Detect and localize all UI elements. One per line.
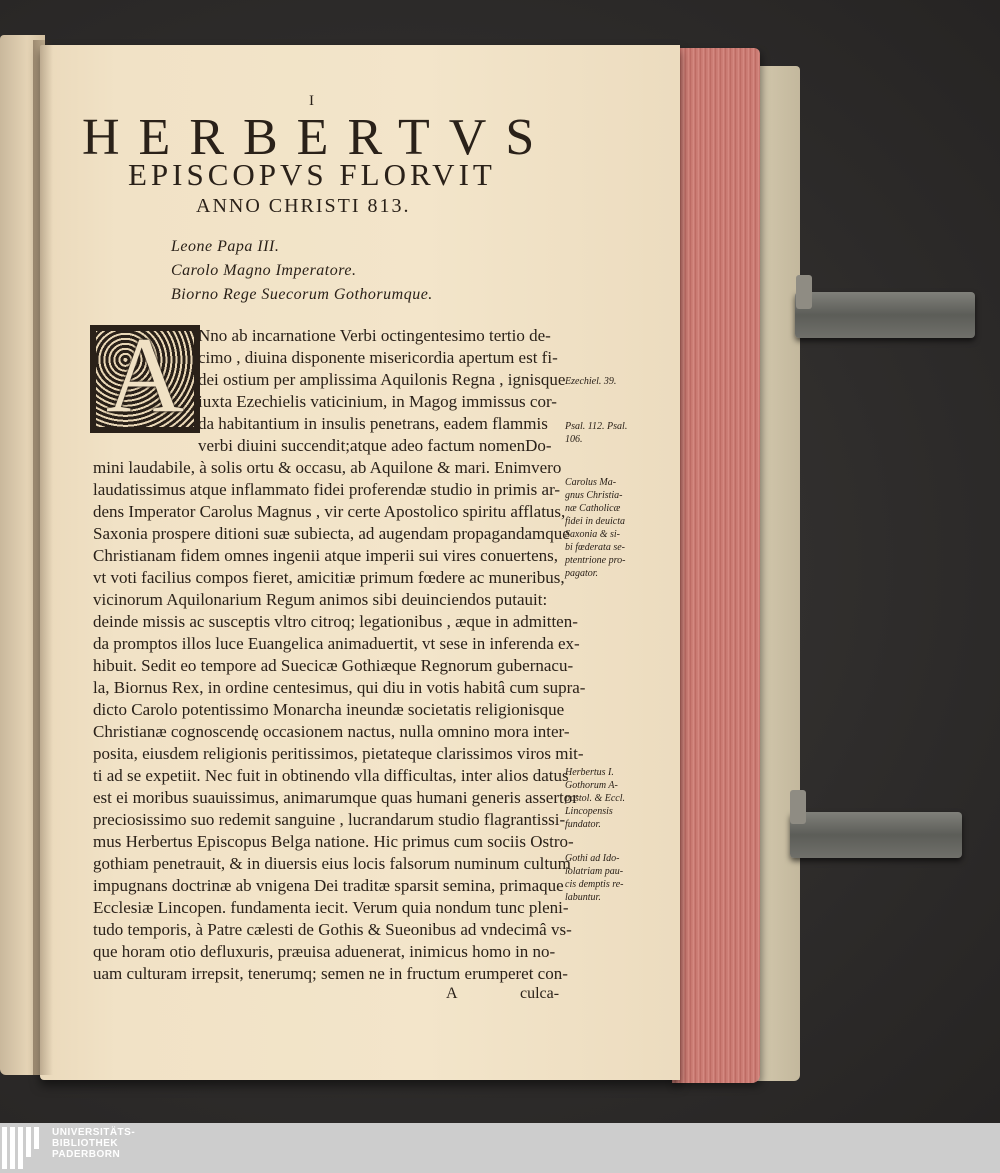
body-line: tudo temporis, à Patre cælesti de Gothis & Sueonibus ad vndecimâ vs-: [93, 920, 572, 939]
body-line: est ei moribus suauissimus, animarumque quas humani generis assertor: [93, 788, 578, 807]
body-line: que horam otio defluxuris, præuisa aduenerat, inimicus homo in no-: [93, 942, 556, 961]
body-line: vt voti facilius compos fieret, amicitiæ primum fœdere ac muneribus,: [93, 568, 565, 587]
body-line: Christianæ cognoscendę occasionem nactus, nulla omnino mora inter-: [93, 722, 570, 741]
body-line: mus Herbertus Episcopus Belga natione. Hic primus cum sociis Ostro-: [93, 832, 574, 851]
body-line: verbi diuini succendit;atque adeo factum nomenDo-: [198, 436, 552, 455]
body-line: da habitantium in insulis penetrans, eadem flammis: [198, 414, 548, 433]
body-line: mini laudabile, à solis ortu & occasu, ab Aquilone & mari. Enimvero: [93, 458, 562, 477]
margin-note-line: postol. & Eccl.: [565, 793, 625, 804]
body-line: Ecclesiæ Lincopen. fundamenta iecit. Verum quia nondum tunc pleni-: [93, 898, 569, 917]
margin-note-line: 106.: [565, 434, 583, 445]
title-line-3: ANNO CHRISTI 813.: [196, 195, 411, 217]
body-line: ti ad se expetiit. Nec fuit in obtinendo vlla difficultas, inter alios datus: [93, 766, 569, 785]
margin-note-line: Gothorum A-: [565, 780, 618, 791]
initial-letter: A: [106, 316, 184, 435]
margin-note-line: ptentrione pro-: [565, 555, 626, 566]
margin-note-line: bi fœderata se-: [565, 542, 625, 553]
body-line: la, Biornus Rex, in ordine centesimus, qui diu in votis habitâ cum supra-: [93, 678, 586, 697]
margin-note-ezechiel: [565, 375, 616, 388]
margin-note-line: fidei in deuicta: [565, 516, 625, 527]
margin-note-carolus: [565, 476, 625, 580]
body-line: dei ostium per amplissima Aquilonis Regna , ignisque: [198, 370, 566, 389]
body-line: cimo , diuina disponente misericordia apertum est fi-: [198, 348, 558, 367]
margin-note-line: cis demptis re-: [565, 879, 624, 890]
body-line: Nno ab incarnatione Verbi octingentesimo tertio de-: [198, 326, 551, 345]
body-line: Saxonia prospere ditioni suæ subiecta, ad augendam propagandamque: [93, 524, 570, 543]
margin-note-psalms: [565, 420, 627, 446]
title-line-2: EPISCOPVS FLORVIT: [128, 157, 496, 192]
margin-note-line: fundator.: [565, 819, 601, 830]
body-line: dens Imperator Carolus Magnus , vir certe Apostolico spiritu afflatus,: [93, 502, 566, 521]
library-footer: [0, 1123, 1000, 1173]
margin-note-line: Carolus Ma-: [565, 477, 617, 488]
margin-note-herbertus: [565, 766, 625, 831]
body-line: da promptos illos luce Euangelica animaduertit, vt sese in inferenda ex-: [93, 634, 580, 653]
catchword: culca-: [520, 985, 560, 1002]
body-line: dicto Carolo potentissimo Monarcha ineundæ societatis religionisque: [93, 700, 565, 719]
body-line: gothiam penetrauit, & in diuersis eius locis falsorum numinum cultum: [93, 854, 571, 873]
margin-note-line: næ Catholicæ: [565, 503, 621, 514]
body-line: impugnans doctrinæ ab vnigena Dei traditæ sparsit semina, primaque: [93, 876, 564, 895]
decorated-initial: [90, 316, 200, 435]
margin-note-gothi: [565, 852, 624, 904]
body-line: uam culturam irrepsit, tenerumq; semen ne in fructum erumperet con-: [93, 964, 568, 983]
library-name-line-3: PADERBORN: [52, 1149, 121, 1160]
title-line-1: HERBERTVS: [82, 109, 554, 166]
margin-note-line: Gothi ad Ido-: [565, 853, 620, 864]
body-line: deinde missis ac susceptis vltro citroq; legationibus , æque in admitten-: [93, 612, 578, 631]
margin-note-line: lolatriam pau-: [565, 866, 624, 877]
context-line: Biorno Rege Suecorum Gothorumque.: [171, 286, 433, 303]
body-line: iuxta Ezechielis vaticinium, in Magog immissus cor-: [198, 392, 557, 411]
margin-note-line: Psal. 112. Psal.: [565, 421, 628, 432]
margin-note-line: labuntur.: [565, 892, 601, 903]
signature-mark: A: [446, 985, 458, 1002]
library-logo-icon: [0, 1127, 44, 1169]
body-line: laudatissimus atque inflammato fidei proferendæ studio in primis ar-: [93, 480, 561, 499]
context-line: Carolo Magno Imperatore.: [171, 262, 357, 279]
body-line: preciosissimo suo redemit sanguine , lucrandarum studio flagrantissi-: [93, 810, 566, 829]
body-line: hibuit. Sedit eo tempore ad Suecicæ Gothiæque Regnorum gubernacu-: [93, 656, 574, 675]
body-line: posita, eiusdem religionis peritissimos, pietateque clarissimos viros mit-: [93, 744, 584, 763]
page-number: I: [309, 93, 314, 109]
margin-note-line: Lincopensis: [565, 806, 613, 817]
margin-note-line: Herbertus I.: [565, 767, 614, 778]
margin-note-line: gnus Christia-: [565, 490, 623, 501]
library-name-line-2: BIBLIOTHEK: [52, 1138, 119, 1149]
body-line: Christianam fidem omnes ingenii atque imperii sui vires conuertens,: [93, 546, 559, 565]
context-line: Leone Papa III.: [171, 238, 280, 255]
margin-note-line: Ezechiel. 39.: [565, 376, 617, 387]
margin-note-line: Saxonia & si-: [565, 529, 620, 540]
body-line: vicinorum Aquilonarium Regum animos sibi deuinciendos putauit:: [93, 590, 548, 609]
library-name-line-1: UNIVERSITÄTS-: [52, 1127, 136, 1138]
margin-note-line: pagator.: [565, 568, 599, 579]
